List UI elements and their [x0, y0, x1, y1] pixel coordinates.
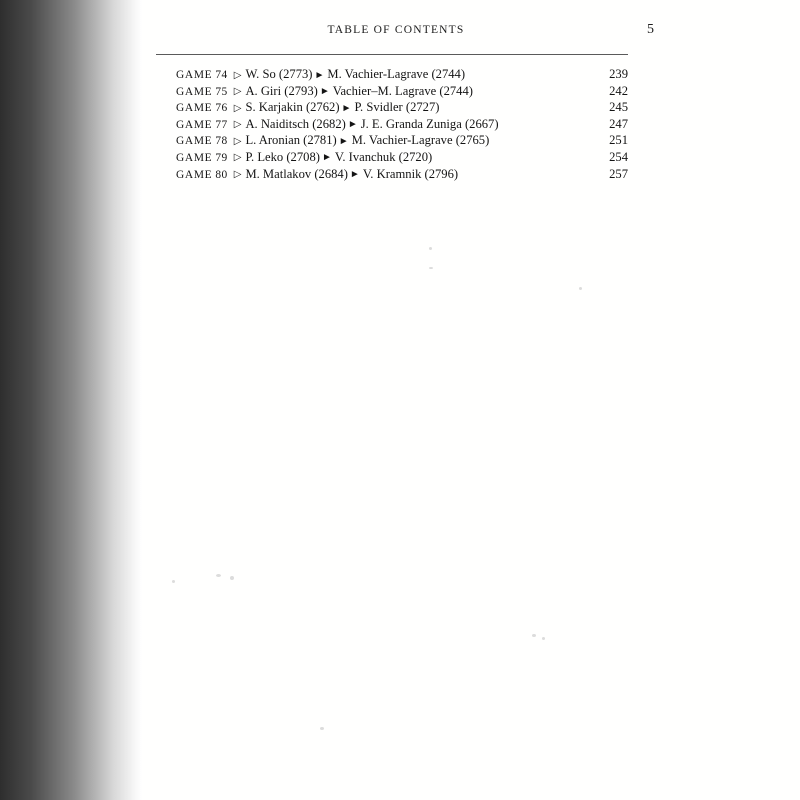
white-player: M. Matlakov (2684)	[245, 166, 348, 181]
toc-entry-text	[176, 67, 465, 82]
white-marker-icon: ▷	[233, 86, 242, 98]
list-item	[156, 150, 628, 167]
black-marker-icon: ►	[347, 119, 358, 131]
black-player: Vachier–M. Lagrave (2744)	[332, 83, 473, 98]
white-marker-icon: ▷	[233, 135, 242, 147]
black-player: J. E. Granda Zuniga (2667)	[360, 116, 499, 131]
header-rule	[156, 54, 628, 55]
white-marker-icon: ▷	[233, 102, 242, 114]
game-number: 74	[215, 69, 228, 81]
toc-page-number: 245	[609, 100, 628, 115]
book-gutter-shadow	[0, 0, 142, 800]
black-marker-icon: ►	[314, 69, 325, 81]
table-of-contents-list	[156, 67, 628, 183]
scan-speck	[429, 247, 432, 250]
scan-speck	[230, 576, 234, 580]
game-label: GAME	[176, 85, 213, 98]
game-number: 79	[215, 151, 228, 164]
white-marker-icon: ▷	[233, 119, 242, 131]
toc-entry-text	[176, 167, 458, 182]
white-player: A. Naiditsch (2682)	[245, 116, 346, 131]
list-item	[156, 100, 628, 117]
toc-entry-text	[176, 100, 439, 115]
game-label: GAME	[176, 102, 213, 115]
scan-speck	[532, 634, 536, 637]
game-label: GAME	[176, 118, 213, 131]
white-marker-icon: ▷	[233, 152, 242, 164]
white-player: A. Giri (2793)	[245, 83, 318, 98]
list-item	[156, 167, 628, 184]
page-surface	[142, 0, 800, 800]
toc-page-number: 239	[609, 67, 628, 81]
scan-speck	[216, 574, 221, 577]
running-head-title: TABLE OF CONTENTS	[327, 24, 465, 36]
white-player: L. Aronian (2781)	[245, 133, 337, 148]
black-marker-icon: ►	[338, 135, 349, 147]
white-marker-icon: ▷	[233, 169, 242, 181]
scan-speck	[172, 580, 175, 583]
game-number: 78	[215, 135, 228, 148]
game-label: GAME	[176, 151, 213, 164]
toc-page-number: 251	[609, 133, 628, 148]
black-player: M. Vachier-Lagrave (2765)	[351, 133, 490, 148]
running-head	[156, 22, 654, 48]
game-number: 76	[215, 102, 228, 115]
toc-page-number: 242	[609, 83, 628, 98]
list-item	[156, 117, 628, 134]
game-number: 77	[215, 118, 228, 131]
black-marker-icon: ►	[349, 169, 360, 181]
list-item	[156, 84, 628, 101]
scan-speck	[429, 267, 433, 269]
toc-entry-text	[176, 133, 489, 148]
toc-page-number: 257	[609, 166, 628, 181]
white-player: P. Leko (2708)	[245, 149, 320, 164]
toc-entry-text	[176, 117, 499, 132]
white-player: S. Karjakin (2762)	[245, 100, 340, 115]
black-player: P. Svidler (2727)	[354, 100, 440, 115]
page-content	[156, 22, 654, 183]
list-item	[156, 67, 628, 84]
black-marker-icon: ►	[319, 86, 330, 98]
black-player: M. Vachier-Lagrave (2744)	[327, 67, 466, 81]
scan-speck	[320, 727, 324, 730]
game-label: GAME	[176, 135, 213, 148]
toc-entry-text	[176, 150, 432, 165]
toc-entry-text	[176, 84, 473, 99]
black-marker-icon: ►	[321, 152, 332, 164]
page-number: 5	[647, 22, 654, 37]
game-label: GAME	[176, 168, 213, 181]
game-number: 75	[215, 85, 228, 98]
game-number: 80	[215, 168, 228, 181]
toc-page-number: 254	[609, 149, 628, 164]
scan-speck	[542, 637, 545, 640]
black-player: V. Kramnik (2796)	[362, 166, 459, 181]
black-marker-icon: ►	[341, 102, 352, 114]
scan-speck	[579, 287, 582, 290]
white-marker-icon: ▷	[233, 69, 242, 81]
toc-page-number: 247	[609, 116, 628, 131]
black-player: V. Ivanchuk (2720)	[334, 149, 433, 164]
white-player: W. So (2773)	[245, 67, 313, 81]
game-label: GAME	[176, 69, 213, 81]
list-item	[156, 133, 628, 150]
